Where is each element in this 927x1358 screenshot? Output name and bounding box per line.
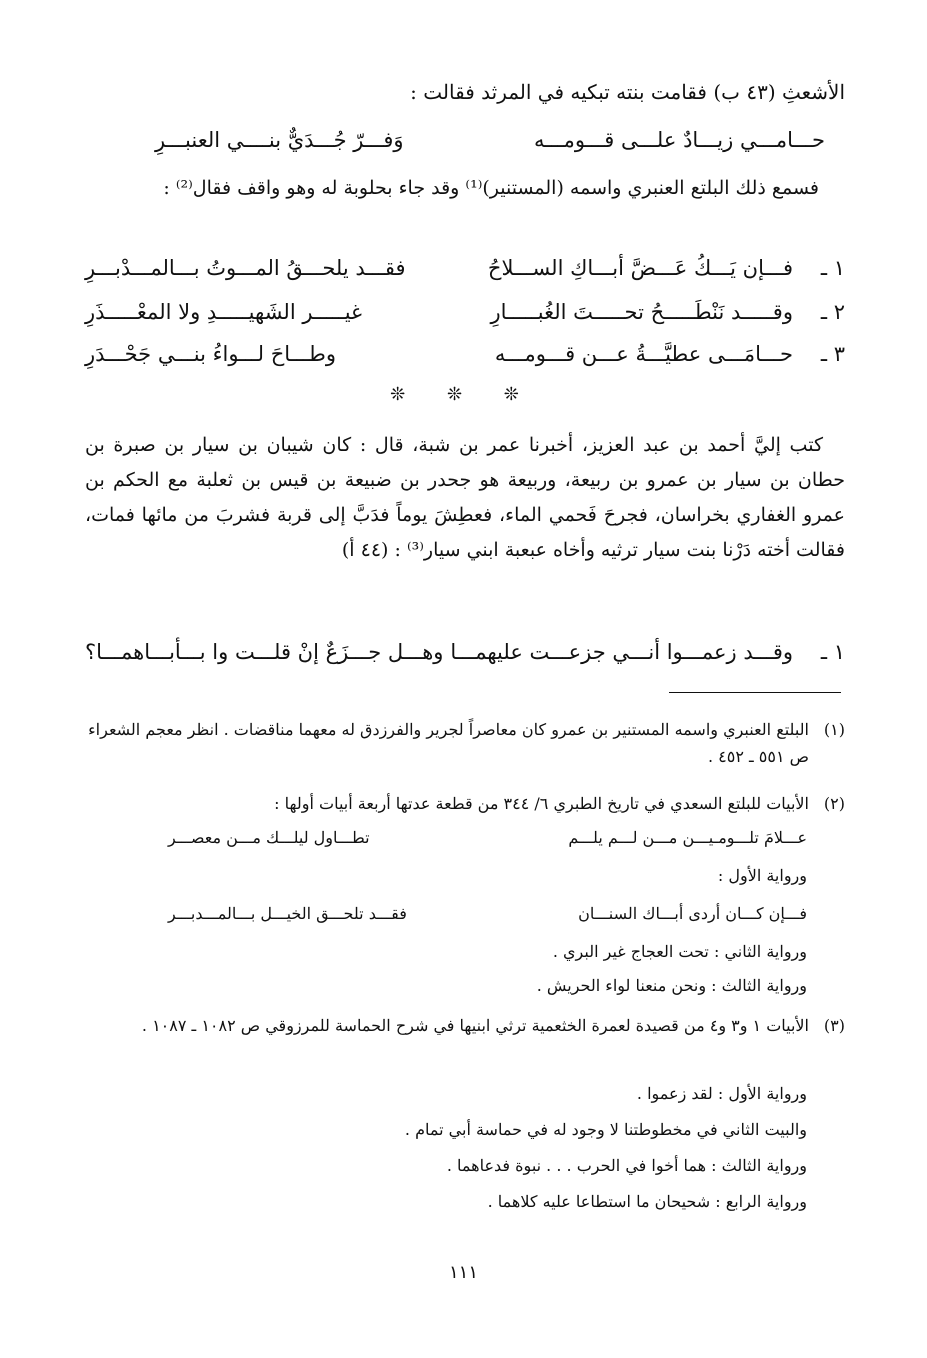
- paragraph-1: فسمع ذلك البلتع العنبري واسمه (المستنير)⁽¹⁾ وقد جاء بحلوبة له وهو واقف فقال⁽²⁾ :: [163, 177, 819, 199]
- footnote-2-number: (٢): [823, 794, 845, 813]
- verse-number: ٣ ـ: [820, 342, 845, 366]
- folio-marker: (٤٤ أ): [341, 539, 389, 561]
- footnote-1: [85, 716, 845, 770]
- hemistich-1: وقـــد زعمـــوا أنـــي جزعـــت عليهمـــا: [450, 640, 793, 664]
- footnote-3-line-2: والبيت الثاني في مخطوطتنا لا وجود له في حماسة أبي تمام .: [404, 1120, 807, 1139]
- footnote-3-text: الأبيات ١ و٣ و٤ من قصيدة لعمرة الخثعمية ترثي ابنيها في شرح الحماسة للمرزوقي ص ١٠٨٢ ـ ١٠٨٧ .: [141, 1016, 809, 1035]
- footnote-1-number: (١): [823, 720, 845, 739]
- footnote-2: [85, 790, 845, 817]
- verse-number: ٢ ـ: [820, 300, 845, 324]
- hemistich-1: وقـــــد نَنْطَـــــحُ تحـــــتَ الغُبـــــارِ: [490, 300, 793, 324]
- verse-number: ١ ـ: [820, 640, 845, 664]
- footnote-2-verse2-h1: فـــإن كـــان أردى أبـــاك السنـــان: [578, 904, 807, 923]
- hemistich-1: حـــامَـــى عطيَّـــةُ عـــن قـــومـــه: [494, 342, 793, 366]
- verse-a-hemistich-2: وَفـــرّ جُـــدَيٌّ بنــــي العنبـــرِ: [155, 128, 404, 152]
- footnote-3-line-4: ورواية الرابع : شحيحان ما استطاعا عليه كلاهما .: [487, 1192, 807, 1211]
- poem2-verse-1: [85, 640, 845, 680]
- verse-a-hemistich-1: حـــامـــي زيـــادٌ علـــى قـــومـــه: [533, 128, 825, 152]
- hemistich-2: فقـــد يلحـــقُ المـــوتُ بـــالمـــدْبـــرِ: [85, 256, 406, 280]
- poem1-verse-2: [85, 300, 845, 340]
- footnote-3: [85, 1012, 845, 1039]
- footnote-rule: [669, 692, 841, 693]
- hemistich-2: وهـــل جـــزَعٌ إنْ قلـــت وا بـــأبـــاهمـــا؟: [85, 640, 444, 664]
- footnote-2-riwaya-2: ورواية الثاني : تحت العجاج غير البري .: [552, 942, 807, 961]
- poem1-verse-3: [85, 342, 845, 382]
- footnote-2-text: الأبيات للبلتع السعدي في تاريخ الطبري ٦/ ٣٤٤ من قطعة عدتها أربعة أبيات أولها :: [274, 794, 809, 813]
- verse-number: ١ ـ: [820, 256, 845, 280]
- paragraph-2-text: كتب إليَّ أحمد بن عبد العزيز، أخبرنا عمر بن شبة، قال : كان شيبان بن سيار بن صبرة بن حطان بن سيار بن عمرو بن ربيعة، وربيعة هو جحدر بن ضبيعة بن قيس بن ثعلبة مع الحكم بن عمرو الغفاري بخراسان، فجرحَ فَحمي الماء، فعطِشَ يوماً فدَبَّ إلى قربة فشربَ من مائها فمات، فقالت أخته دَرْنا بنت سيار ترثيه وأخاه عبعبة ابني سيار⁽³⁾ :: [85, 434, 845, 561]
- hemistich-1: فـــإن يَـــكُ عَـــضَّ أبـــاكِ الســـلاحُ: [487, 256, 793, 280]
- footnote-2-verse2-h2: فقـــد تلحـــق الخيـــل بـــالمـــدبـــر: [168, 904, 407, 923]
- poem1-verse-1: [85, 256, 845, 296]
- footnote-1-text: البلتع العنبري واسمه المستنير بن عمرو كان معاصراً لجرير والفرزدق له معهما مناقضات . انظر معجم الشعراء ص ٥٥١ ـ ٤٥٢ .: [88, 720, 809, 766]
- footnote-2-riwaya-3: ورواية الثالث : ونحن منعنا لواء الحريش .: [536, 976, 807, 995]
- paragraph-2: [85, 428, 845, 568]
- section-separator: ❊ ❊ ❊: [390, 384, 537, 405]
- page-number: ١١١: [448, 1262, 478, 1283]
- hemistich-2: غيـــــر الشَهيـــــدِ ولا المعْـــــذَرِ: [85, 300, 363, 324]
- footnote-2-riwaya-1: ورواية الأول :: [717, 866, 807, 885]
- footnote-3-line-1: ورواية الأول : لقد زعموا .: [636, 1084, 807, 1103]
- footnote-3-number: (٣): [823, 1016, 845, 1035]
- intro-line: الأشعثِ (٤٣ ب) فقامت بنته تبكيه في المرثد فقالت :: [410, 80, 845, 104]
- footnote-2-verse1-h2: تطـــاول ليلـــك مـــن معصـــر: [168, 828, 370, 847]
- footnote-3-line-3: ورواية الثالث : هما أخوا في الحرب . . . نبوة فدعاهما .: [446, 1156, 807, 1175]
- footnote-2-verse1-h1: عـــلامَ تلـــومـيـــن مـــن لـــم يلـــم: [568, 828, 807, 847]
- verse-a: [85, 128, 845, 168]
- hemistich-2: وطـــاحَ لـــواءُ بنـــي جَحْـــدَرِ: [85, 342, 337, 366]
